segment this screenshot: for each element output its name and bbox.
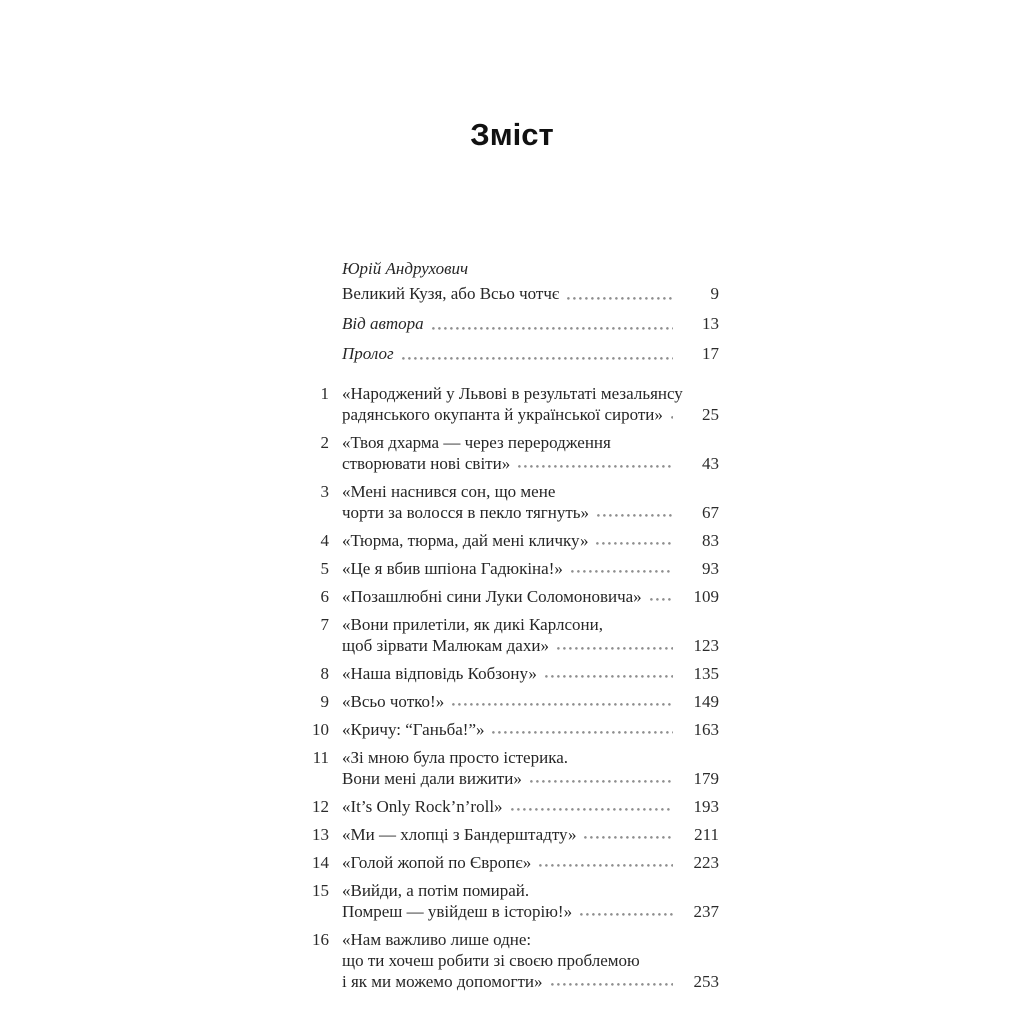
entry-number: 8: [320, 664, 329, 683]
entry-number: 10: [312, 720, 329, 739]
dot-leader: [432, 311, 673, 336]
entry-title-line: Пролог: [342, 344, 394, 363]
dot-leader: [402, 341, 673, 366]
entry-title-line: чорти за волосся в пекло тягнуть»: [342, 503, 590, 522]
entry-title-line: «It’s Only Rock’n’roll»: [342, 797, 503, 816]
toc-entry: [305, 256, 719, 306]
dot-leader: [530, 768, 673, 789]
page-number: 109: [693, 587, 719, 606]
entry-number: 12: [312, 797, 329, 816]
table-of-contents: [305, 256, 719, 992]
page-number: 9: [710, 284, 719, 303]
page-title: Зміст: [470, 117, 554, 152]
entry-title-line: «Вийди, а потім помирай.: [342, 881, 530, 900]
toc-entry: [305, 663, 719, 684]
dot-leader: [492, 719, 673, 740]
toc-entry: [305, 530, 719, 551]
entry-title-line: «Мені наснився сон, що мене: [342, 482, 556, 501]
entry-title-line: «Народжений у Львові в результаті мезальянсу: [342, 384, 683, 403]
dot-leader: [567, 281, 673, 306]
entry-number: 16: [312, 930, 329, 949]
page-number: 67: [702, 503, 719, 522]
toc-entry: [305, 824, 719, 845]
dot-leader: [545, 663, 673, 684]
page-number: 237: [693, 902, 719, 921]
page-number: 149: [693, 692, 719, 711]
entry-title-line: що ти хочеш робити зі своєю проблемою: [342, 951, 640, 970]
page-number: 179: [693, 769, 719, 788]
entry-title-line: «Кричу: “Ганьба!”»: [342, 720, 485, 739]
dot-leader: [580, 901, 673, 922]
entry-title-line: «Ми — хлопці з Бандерштадту»: [342, 825, 577, 844]
front-matter-section: [305, 256, 719, 366]
entry-number: 6: [320, 587, 329, 606]
toc-entry: [305, 614, 719, 656]
toc-entry: [305, 719, 719, 740]
entry-title-line: «Нам важливо лише одне:: [342, 930, 532, 949]
entry-number: 3: [320, 482, 329, 501]
toc-entry: [305, 341, 719, 366]
dot-leader: [597, 502, 673, 523]
entry-number: 14: [312, 853, 329, 872]
page-number: 223: [693, 853, 719, 872]
entry-title-line: «Наша відповідь Кобзону»: [342, 664, 537, 683]
dot-leader: [584, 824, 673, 845]
entry-title-line: Юрій Андрухович: [342, 259, 469, 278]
page-number: 253: [693, 972, 719, 991]
entry-number: 5: [320, 559, 329, 578]
entry-title-line: Вони мені дали вижити»: [342, 769, 522, 788]
toc-entry: [305, 481, 719, 523]
entry-number: 1: [320, 384, 329, 403]
dot-leader: [452, 691, 673, 712]
entry-title-line: радянського окупанта й української сироти»: [342, 405, 663, 424]
entry-title-line: щоб зірвати Малюкам дахи»: [342, 636, 549, 655]
chapters-section: [305, 383, 719, 992]
toc-entry: [305, 586, 719, 607]
toc-entry: [305, 432, 719, 474]
entry-title-line: створювати нові світи»: [342, 454, 511, 473]
page-number: 13: [702, 314, 719, 333]
entry-title-line: «Це я вбив шпіона Гадюкіна!»: [342, 559, 563, 578]
page-number: 25: [702, 405, 719, 424]
toc-entry: [305, 796, 719, 817]
entry-title-line: «Всьо чотко!»: [342, 692, 445, 711]
entry-title-line: «Голой жопой по Європє»: [342, 853, 532, 872]
entry-number: 11: [312, 748, 329, 767]
toc-entry: [305, 747, 719, 789]
dot-leader: [557, 635, 673, 656]
toc-entry: [305, 383, 719, 425]
toc-entry: [305, 852, 719, 873]
entry-title-line: «Твоя дхарма — через переродження: [342, 433, 611, 452]
page-number: 123: [693, 636, 719, 655]
dot-leader: [511, 796, 673, 817]
page-number: 193: [693, 797, 719, 816]
dot-leader: [650, 586, 673, 607]
entry-title-line: і як ми можемо допомогти»: [342, 972, 543, 991]
dot-leader: [539, 852, 673, 873]
entry-title-line: «Зі мною була просто істерика.: [342, 748, 568, 767]
page-number: 211: [694, 825, 719, 844]
entry-title-line: Від автора: [342, 314, 424, 333]
entry-title-line: Помреш — увійдеш в історію!»: [342, 902, 573, 921]
page-number: 43: [702, 454, 719, 473]
toc-entry: [305, 929, 719, 992]
entry-title-line: Великий Кузя, або Всьо чотчє: [342, 284, 560, 303]
dot-leader: [596, 530, 673, 551]
toc-entry: [305, 691, 719, 712]
entry-number: 13: [312, 825, 329, 844]
page-number: 93: [702, 559, 719, 578]
entry-title-line: «Вони прилетіли, як дикі Карлсони,: [342, 615, 603, 634]
toc-entry: [305, 311, 719, 336]
dot-leader: [518, 453, 673, 474]
toc-entry: [305, 558, 719, 579]
entry-number: 15: [312, 881, 329, 900]
entry-number: 7: [320, 615, 329, 634]
entry-number: 4: [320, 531, 329, 550]
page-number: 83: [702, 531, 719, 550]
entry-number: 2: [320, 433, 329, 452]
entry-number: 9: [320, 692, 329, 711]
toc-entry: [305, 880, 719, 922]
page-number: 163: [693, 720, 719, 739]
page-number: 17: [702, 344, 719, 363]
page-number: 135: [693, 664, 719, 683]
entry-title-line: «Позашлюбні сини Луки Соломоновича»: [342, 587, 642, 606]
dot-leader: [551, 971, 674, 992]
dot-leader: [571, 558, 673, 579]
entry-title-line: «Тюрма, тюрма, дай мені кличку»: [342, 531, 589, 550]
